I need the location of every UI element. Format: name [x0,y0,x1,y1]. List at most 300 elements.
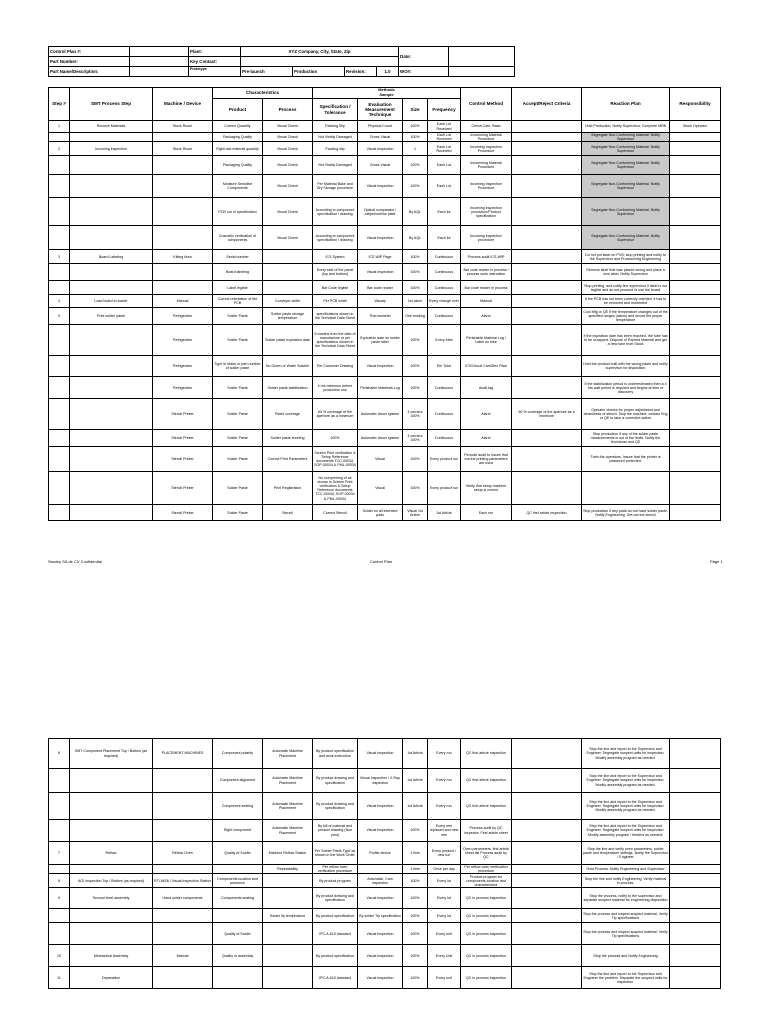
header-table [48,46,515,77]
control-plan-label: Control Plan #: [49,47,130,57]
cell-process-step: Print solder paste [70,308,153,325]
col-eval: Evaluation Measurement Technique [358,99,403,121]
cell-reaction-plan [582,472,670,505]
cell-step [49,793,70,820]
cell-accept-reject [512,325,582,356]
cell-step [49,175,70,198]
cell-accept-reject [512,967,582,989]
table-row [49,769,721,793]
cell-product: Quality of assembly [213,945,263,967]
cell-accept-reject [512,226,582,250]
cell-process [263,923,313,945]
cell-step [49,447,70,472]
cell-product: Solder Paste [213,308,263,325]
cell-spec: By product drawing and specification [313,888,358,909]
cell-accept-reject [512,264,582,281]
cell-eval: Physical Count [358,121,403,133]
cell-control-method: Audit tag [461,377,512,399]
cell-process: Solder paste shorting [263,430,313,447]
cell-step [49,156,70,175]
cell-control-method: Incoming inspection procedure [461,226,512,250]
cell-eval: Bar code reader [358,281,403,295]
cell-step [49,472,70,505]
cell-spec: Not Visibly Damaged [313,133,358,142]
cell-size: 1 time [403,842,428,865]
cell-eval: Visual inspection [358,923,403,945]
cell-size: 100% [403,250,428,264]
table-row [49,865,721,874]
cell-product [213,967,263,989]
cell-machine: Manual [153,295,213,308]
cell-process-step [70,820,153,842]
cell-accept-reject [512,133,582,142]
cell-machine [153,198,213,226]
footer-left: Stuxley SA de CV Confidential [48,559,102,564]
cell-size: 100% [403,820,428,842]
table-1-body [49,121,721,521]
part-name-value[interactable] [130,67,189,77]
cell-accept-reject [512,121,582,133]
cell-machine [153,133,213,142]
cell-accept-reject: 60 % coverage of the aperture as a minimum [512,399,582,430]
cell-process [263,945,313,967]
cell-eval: Profile device [358,842,403,865]
cell-control-method: Incoming Inspection Procedure [461,175,512,198]
table-row [49,175,721,198]
cell-step [49,226,70,250]
cell-size: 100% [403,281,428,295]
cell-frequency: Continuous [428,264,461,281]
cell-product: Quality of Solder [213,842,263,865]
cell-control-method: Process audit ICS-WIP [461,250,512,264]
cell-frequency: Each Lot Received [428,121,461,133]
cell-control-method: Product program for components location and characteristics [461,874,512,888]
cell-eval: Visualy [358,295,403,308]
cell-process-step [70,198,153,226]
table-row [49,820,721,842]
cell-spec: 6 months from the date of manufacture or per specifications shown in the Technical Data Sheet [313,325,358,356]
cell-control-method: Periodic audit to insure that correct printing parameters are used [461,447,512,472]
cell-accept-reject [512,793,582,820]
cell-machine: Manual [153,945,213,967]
cell-size: 100% [403,909,428,923]
revision-value: 1.0 [377,67,399,77]
cell-product: Label legible [213,281,263,295]
cell-reaction-plan: Train the operators. Insure that the printer is password protected. [582,447,670,472]
col-methods: Methods Sample [313,88,461,99]
cell-process-step [70,909,153,923]
cell-responsibility: Stock Operator [670,121,721,133]
cell-machine: Reflow Oven [153,842,213,865]
footer-right: Page 1 [710,559,723,564]
table-row [49,198,721,226]
cell-control-method: QC in process inspection [461,909,512,923]
cell-reaction-plan: Stop the process, notify to the supervisor and separate suspect material for engineering disposition [582,888,670,909]
cell-control-method: QC in process inspection [461,888,512,909]
table-row [49,739,721,769]
cell-size: By AQL [403,198,428,226]
cell-step [49,909,70,923]
cell-process-step: Board Labeling [70,250,153,264]
cell-frequency: Every product run [428,447,461,472]
cell-process-step [70,472,153,505]
cell-responsibility [670,156,721,175]
cell-spec: Per Solder Paste Type as shown in the Work Order [313,842,358,865]
cell-control-method: Incomming Material Procedure [461,156,512,175]
date-value[interactable] [449,47,515,67]
cell-reaction-plan: Remove label that was placed wrong and place a new label. Notify Supervisor [582,264,670,281]
table-row [49,909,721,923]
cell-size: 4 corners 100% [403,399,428,430]
cell-process-step [70,865,153,874]
cell-process: Solder paste storage temperature [263,308,313,325]
cell-step [49,377,70,399]
cell-eval: Visual inspection [358,945,403,967]
cell-size: 1st Article [403,793,428,820]
cell-responsibility [670,250,721,264]
cell-frequency: Each lot [428,198,461,226]
cell-reaction-plan: Segregate Non-Conforming Material, Notify Supervisor [582,142,670,156]
cell-machine [153,820,213,842]
cell-spec: Screen Print verification & Setup Reference documents TCC-00034, SOP-00034 & PML-00034 [313,447,358,472]
cell-accept-reject [512,377,582,399]
key-contact-value[interactable] [241,57,399,67]
cell-product: Solder Paste [213,377,263,399]
table-row [49,874,721,888]
cell-control-method: Circuit Cam, Baan [461,121,512,133]
cell-frequency: Every run [428,769,461,793]
cell-eval: Automatic vision system [358,399,403,430]
cell-eval: Perishable Materials Log [358,377,403,399]
cell-size: 100% [403,923,428,945]
cell-step: 6 [49,739,70,769]
cell-reaction-plan: Hold Process. Notify Engineering and Supervisor [582,865,670,874]
cell-size: 100% [403,874,428,888]
cell-size: 100% [403,264,428,281]
cell-accept-reject [512,142,582,156]
cell-product [213,865,263,874]
cell-product: Correct orientation of the PCB [213,295,263,308]
cell-accept-reject [512,472,582,505]
cell-frequency: Each Lot [428,156,461,175]
cell-frequency: Every lot [428,909,461,923]
table-row [49,377,721,399]
cell-process: No Green or Water Soluble [263,356,313,377]
cell-spec: According to component specification / drawing [313,226,358,250]
cell-spec: Every side of the panel (top and bottom) [313,264,358,281]
cell-frequency: Continuous [428,281,461,295]
cell-reaction-plan: Segregate Non-Conforming Material, Notify Supervisor [582,156,670,175]
cell-size: 100% [403,175,428,198]
cell-control-method: Alarm [461,399,512,430]
cell-reaction-plan: Stop the line and verify oven parameters, solder paste and temperature settings. Notify the Supervisor / Engineer [582,842,670,865]
cell-step [49,430,70,447]
cell-reaction-plan: Stop the process and Notify Engineering [582,945,670,967]
cell-reaction-plan: Hold Production, Notify Supervisor, Complete MRB [582,121,670,133]
cell-size: One reading [403,308,428,325]
cell-responsibility [670,264,721,281]
cell-control-method: QC in process inspection [461,923,512,945]
cell-process-step: SMT Component Placement Top / Bottom (as required) [70,739,153,769]
cell-machine: RTI 6626 / Visual Inspection Station [153,874,213,888]
cell-reaction-plan: Cool Mfg or QE if the temperature changes out of the specified ranges (alarm) and record the proper temperature [582,308,670,325]
cell-process-step: Reflow [70,842,153,865]
cell-control-method: Bar code reader in process / process work instruction [461,264,512,281]
cell-reaction-plan: Stop the process and inspect suspect material. Verify Tip specifications [582,909,670,923]
cell-frequency: Every reel replaced and new reel [428,820,461,842]
cell-machine: Stock Room [153,121,213,133]
cell-frequency: Continuous [428,250,461,264]
cell-product: Type or Make or part number of solder paste [213,356,263,377]
prelaunch-label: Pre-launch [241,67,293,77]
cell-process: Stencil [263,505,313,521]
cell-process-step [70,356,153,377]
cell-responsibility [670,175,721,198]
cell-size: By AQL [403,226,428,250]
cell-process: Visual Check [263,142,313,156]
cell-size: 4 corners 100% [403,430,428,447]
cell-eval: Automatic vision system [358,430,403,447]
table-row [49,226,721,250]
cell-eval: Visual [358,472,403,505]
cell-process [263,888,313,909]
cell-spec: According to component specification / drawing [313,198,358,226]
cell-frequency: Once per day [428,865,461,874]
col-process-step: SMT Process Step [70,88,153,121]
cell-size: 100% [403,121,428,133]
cell-reaction-plan: Do not put label on PCB, stop printing and notify to the Supervisor and Process/mfg Engineering [582,250,670,264]
cell-eval: By solder Tip specification [358,909,403,923]
cell-process-step [70,447,153,472]
cell-responsibility [670,865,721,874]
cell-machine: Stencil Printer [153,430,213,447]
cell-spec: By product program [313,874,358,888]
cell-size: 100% [403,447,428,472]
cell-spec: Not Visibly Damaged [313,156,358,175]
control-plan-table-1 [48,87,721,521]
cell-reaction-plan: If the PCB has not been correctly oriented, it has to be removed and reoriented [582,295,670,308]
cell-step: 2 [49,142,70,156]
cell-responsibility [670,505,721,521]
cell-reaction-plan: Stop the process and inspect suspect material. Verify Tip specifications [582,923,670,945]
cell-control-method: QC in process inspection [461,967,512,989]
cell-process-step [70,325,153,356]
cell-size: 1st piece [403,295,428,308]
cell-control-method: ICS/Circuit Cam/Dec Pack [461,356,512,377]
table-row [49,888,721,909]
cell-product: Component seating [213,793,263,820]
cell-step [49,923,70,945]
cell-product: Solder Paste [213,399,263,430]
cell-machine: Hand solder components [153,888,213,909]
cell-spec: 60 % coverage of the aperture as a minimum [313,399,358,430]
cell-process-step [70,430,153,447]
cell-product: Packaging Quality [213,156,263,175]
col-process: Process [263,99,313,121]
cell-accept-reject [512,356,582,377]
cell-reaction-plan: Stop printing, and notify line supervisor if label is not legible and do not proceed to use the board [582,281,670,295]
col-frequency: Frequency [428,99,461,121]
table-row [49,430,721,447]
cell-eval: Visual inspection [358,142,403,156]
cell-product: Board labeling [213,264,263,281]
cell-accept-reject [512,447,582,472]
cell-process: Solder paste stabilization [263,377,313,399]
cell-step: 5 [49,308,70,325]
cell-responsibility [670,874,721,888]
cell-process: Print Registration [263,472,313,505]
cell-process-step [70,793,153,820]
cell-product: Components location and presence [213,874,263,888]
cell-accept-reject [512,430,582,447]
cell-process-step [70,505,153,521]
cell-eval: Visual inspection / X-Ray inspection [358,769,403,793]
cell-size: 1st Article [403,739,428,769]
cell-eval: Visual [358,447,403,472]
cell-responsibility [670,325,721,356]
cell-machine [153,156,213,175]
cell-accept-reject [512,874,582,888]
cell-eval: Gross Visual [358,133,403,142]
cell-spec: Per Material Bake and Dry Storage procedure [313,175,358,198]
cell-accept-reject [512,865,582,874]
cell-process: Paste coverage [263,399,313,430]
cell-reaction-plan: Stop the line and report to the Supervisor and Engineer the problem. Separate the suspect units for inspection. [582,967,670,989]
cell-eval: Visual inspection [358,967,403,989]
cell-responsibility [670,769,721,793]
cell-responsibility [670,281,721,295]
table-row [49,264,721,281]
cell-accept-reject [512,769,582,793]
cell-responsibility [670,739,721,769]
cell-eval: Visual inspection [358,226,403,250]
cell-eval [358,865,403,874]
cell-accept-reject [512,198,582,226]
table-row [49,142,721,156]
cell-size: Visual 1st Article [403,505,428,521]
cell-process-step [70,281,153,295]
table-row [49,945,721,967]
cell-machine [153,923,213,945]
cell-process: Solder tip temperature [263,909,313,923]
cell-frequency: Every unit [428,967,461,989]
cell-eval: Visual inspection [358,356,403,377]
cell-process-step: Incoming inspection [70,142,153,156]
cell-frequency: Every run [428,793,461,820]
cell-step: 10 [49,945,70,967]
cell-reaction-plan: Stop production if any of the solder paste measurements is out of the limits. Notify the technician and QE [582,430,670,447]
cell-step [49,769,70,793]
cell-accept-reject [512,842,582,865]
cell-reaction-plan: Stop the line and report to the Supervisor and Engineer. Segregate suspect units for inspection. Modify assembly program / feeders as needed. [582,820,670,842]
cell-step: 9 [49,888,70,909]
cell-frequency: Per Tube [428,356,461,377]
wo-value[interactable] [449,67,515,77]
cell-machine: Stencil Printer [153,505,213,521]
table-row [49,967,721,989]
cell-product [213,909,263,923]
cell-accept-reject [512,820,582,842]
cell-frequency: Continuous [428,308,461,325]
cell-control-method: QC first article inspection [461,769,512,793]
control-plan-value[interactable] [130,47,189,57]
cell-machine [153,967,213,989]
cell-process: Machine Reflow Station [263,842,313,865]
cell-frequency: Every change over [428,295,461,308]
cell-responsibility [670,295,721,308]
cell-frequency: 1st Article [428,505,461,521]
cell-control-method: Manual [461,295,512,308]
table-row [49,842,721,865]
cell-process: Automatic Machine Placement [263,769,313,793]
cell-machine: Stock Room [153,142,213,156]
cell-accept-reject [512,281,582,295]
col-accept-reject: Accept/Reject Criteria [512,88,582,121]
cell-size: 100% [403,888,428,909]
table-row [49,399,721,430]
cell-step [49,198,70,226]
cell-step: 7 [49,842,70,865]
cell-size: 1st Article [403,769,428,793]
table-row [49,250,721,264]
cell-product: Solder Paste [213,472,263,505]
cell-process: Visual Check [263,226,313,250]
part-number-value[interactable] [130,57,189,67]
cell-responsibility [670,945,721,967]
cell-reaction-plan: Segregate Non-Conforming Material, Notify Supervisor [582,175,670,198]
cell-control-method: QC first article inspection [461,793,512,820]
cell-machine [153,793,213,820]
cell-frequency: Each Lot [428,175,461,198]
cell-control-method: Perishable Material Log / Label on tube [461,325,512,356]
cell-process: Visual Check [263,198,313,226]
cell-size: 100% [403,472,428,505]
table-row [49,356,721,377]
wo-label: WO#: [399,67,449,77]
cell-step [49,281,70,295]
cell-accept-reject [512,156,582,175]
cell-frequency: Every unit [428,923,461,945]
cell-process-step: Depanelize [70,967,153,989]
cell-control-method: QC first article inspection [461,739,512,769]
col-product: Product [213,99,263,121]
cell-step: 11 [49,967,70,989]
cell-eval: Automatic. Cam inspection [358,874,403,888]
col-machine: Machine / Device [153,88,213,121]
cell-spec: Packing slip [313,142,358,156]
cell-product: Correct Quantity [213,121,263,133]
cell-reaction-plan: If the expiration date has been reached, the tube has to be scrapped. Dispose of Expired Material and get a new tube from Stock [582,325,670,356]
cell-process [263,967,313,989]
cell-product: Solder Paste [213,505,263,521]
cell-accept-reject [512,909,582,923]
cell-spec: IPC-A-610 standard [313,923,358,945]
cell-spec: Per PCB width [313,295,358,308]
cell-process: Automatic Machine Placement [263,739,313,769]
cell-responsibility [670,142,721,156]
cell-process: Visual Check [263,175,313,198]
table-2-body [49,739,721,989]
cell-control-method: Each run [461,505,512,521]
cell-process: Automatic Machine Placement [263,820,313,842]
cell-size: 100% [403,156,428,175]
key-contact-label: Key Contact: [189,57,241,67]
cell-step [49,399,70,430]
cell-step [49,820,70,842]
cell-process: Conveyor width [263,295,313,308]
cell-machine [153,769,213,793]
cell-machine: Stencil Printer [153,472,213,505]
